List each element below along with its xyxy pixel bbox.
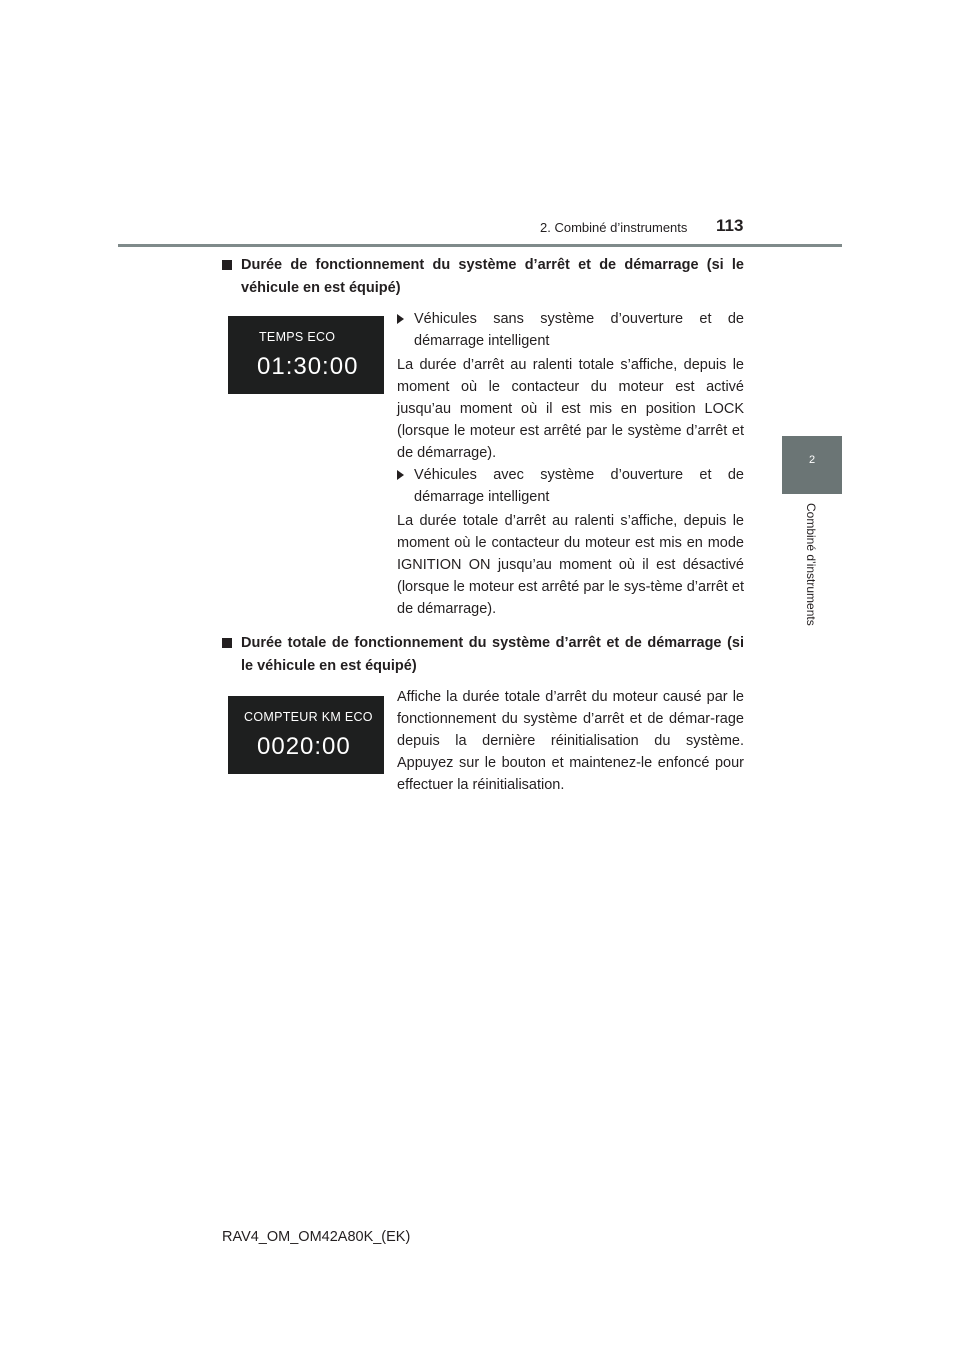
eco-counter-display-image xyxy=(228,696,384,774)
triangle-bullet-icon xyxy=(397,314,404,324)
page-number: 113 xyxy=(716,216,744,235)
display-label: COMPTEUR KM ECO xyxy=(244,710,373,724)
square-bullet-icon xyxy=(222,638,232,648)
bullet-item-with-smart-key: Véhicules avec système d’ouverture et de démarrage intelligent xyxy=(397,464,744,508)
paragraph-total-stop-time: Affiche la durée totale d’arrêt du moteur causé par le fonctionnement du système d’arrêt et de démar-rage depuis la dernière réinitialisation du système. Appuyez sur le bouton et maintenez-le enfoncé pour effectuer la réinitialisation. xyxy=(397,689,744,793)
section-heading-total-stop-time: Durée totale de fonctionnement du système d’arrêt et de démarrage (si le véhicule en est équipé) xyxy=(222,632,744,678)
section-heading-trip-stop-time: Durée de fonctionnement du système d’arrêt et de démarrage (si le véhicule en est équipé) xyxy=(222,254,744,300)
square-bullet-icon xyxy=(222,260,232,270)
triangle-bullet-icon xyxy=(397,470,404,480)
display-label: TEMPS ECO xyxy=(259,330,336,344)
display-value: 01:30:00 xyxy=(257,353,359,380)
chapter-tab-number: 2 xyxy=(782,436,842,494)
display-value: 0020:00 xyxy=(257,733,351,760)
header-rule xyxy=(118,244,842,247)
chapter-title: 2. Combiné d’instruments xyxy=(540,220,688,235)
paragraph-with-smart-key: La durée totale d’arrêt au ralenti s’affiche, depuis le moment où le contacteur du moteur est mis en mode IGNITION ON jusqu’au moment où il est désactivé (lorsque le moteur est arrêté par le sys-tème d’arrêt et de démarrage). xyxy=(397,513,744,617)
document-footer-code: RAV4_OM_OM42A80K_(EK) xyxy=(222,1229,411,1245)
chapter-tab-label: Combiné d’instruments xyxy=(804,503,818,626)
bullet-item-without-smart-key: Véhicules sans système d’ouverture et de démarrage intelligent xyxy=(397,308,744,352)
paragraph-without-smart-key: La durée d’arrêt au ralenti totale s’affiche, depuis le moment où le contacteur du moteur est activé jusqu’au moment où il est mis en position LOCK (lorsque le moteur est arrêté par le système d’arrêt et de démarrage). xyxy=(397,357,744,461)
eco-time-display-image xyxy=(228,316,384,394)
